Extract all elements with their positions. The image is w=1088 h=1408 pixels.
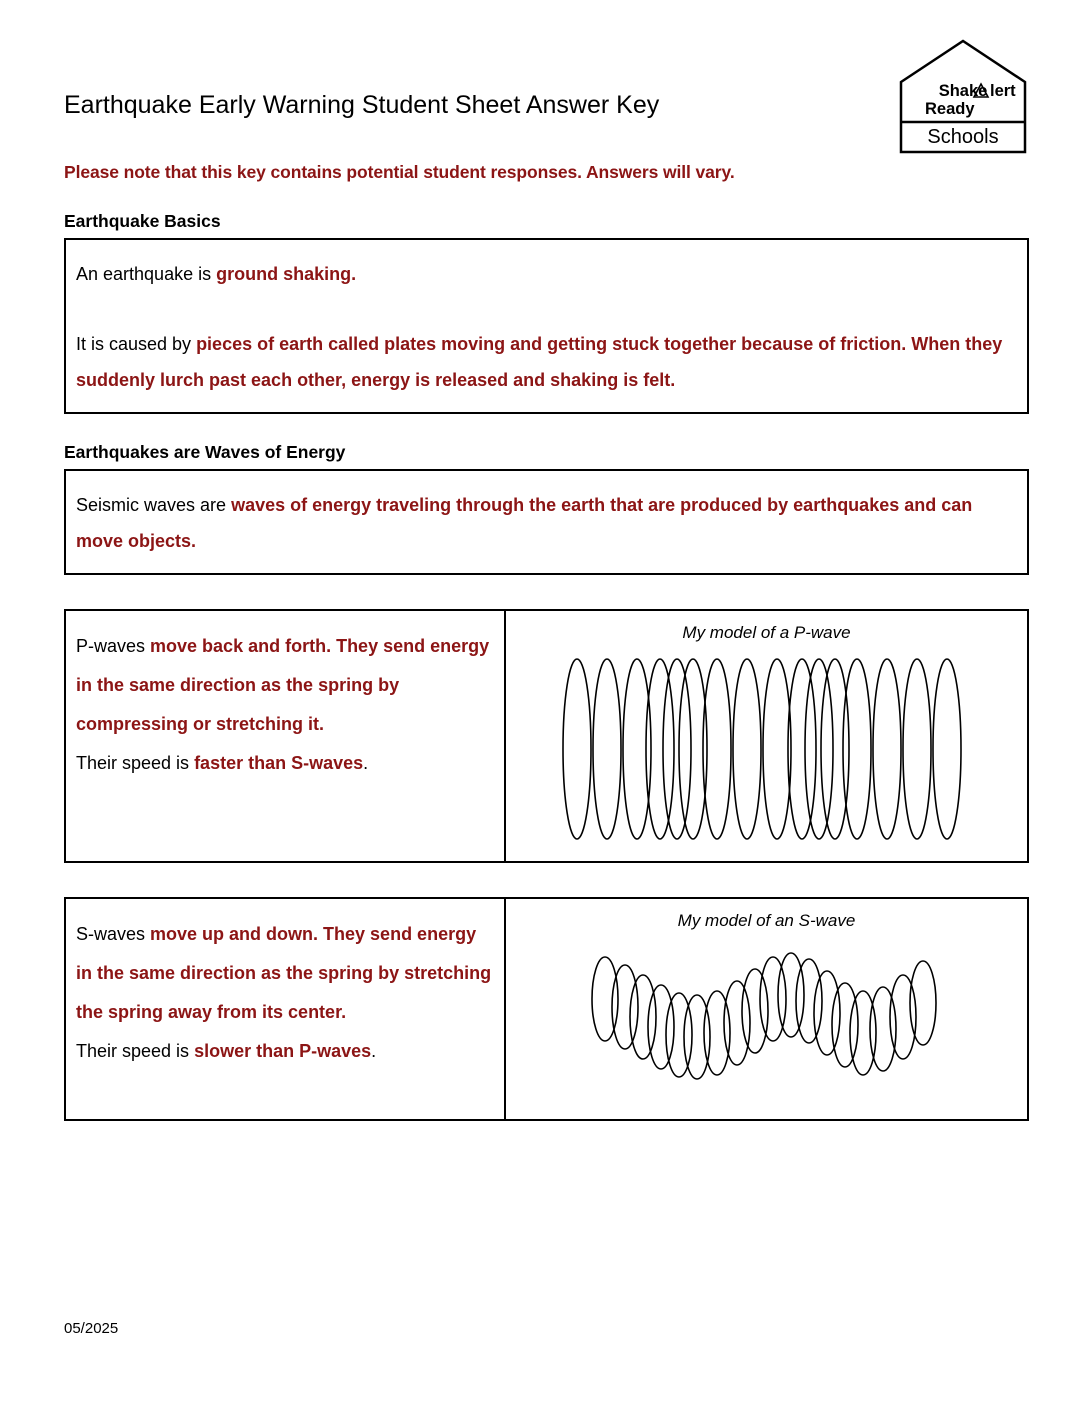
answer-line bbox=[76, 915, 492, 1032]
student-answer: faster than S-waves bbox=[194, 753, 364, 773]
p-wave-row bbox=[64, 609, 1029, 863]
document-header bbox=[64, 70, 1029, 160]
prompt-text: Seismic waves are bbox=[76, 495, 232, 515]
answer-line bbox=[76, 326, 1017, 398]
p-wave-answer-cell bbox=[66, 611, 506, 861]
student-answer: slower than P-waves bbox=[194, 1041, 372, 1061]
s-wave-figure-caption: My model of an S-wave bbox=[677, 911, 856, 930]
document-content bbox=[64, 70, 1029, 1121]
student-answer: ground shaking bbox=[216, 264, 352, 284]
page-title: Earthquake Early Warning Student Sheet Answer Key bbox=[64, 91, 660, 119]
svg-text:Shake: Shake bbox=[938, 82, 988, 100]
footer-date: 05/2025 bbox=[64, 1320, 119, 1337]
answer-key-note: Please note that this key contains potential student responses. Answers will vary. bbox=[64, 162, 735, 182]
student-answer: pieces of earth called plates moving and getting stuck together because of friction. When they suddenly lurch past each other, energy is released and shaking is felt. bbox=[76, 334, 1003, 390]
prompt-text: Their speed is bbox=[76, 1041, 195, 1061]
s-wave-answer-cell bbox=[66, 899, 506, 1119]
p-wave-figure-caption: My model of a P-wave bbox=[682, 623, 851, 642]
prompt-text: S-waves bbox=[76, 924, 151, 944]
section-heading-waves-of-energy: Earthquakes are Waves of Energy bbox=[64, 442, 346, 462]
svg-text:Ready: Ready bbox=[925, 100, 975, 118]
student-answer: move up and down. They send energy in the same direction as the spring by stretching the spring away from its center. bbox=[76, 924, 492, 1022]
prompt-text: An earthquake is bbox=[76, 264, 217, 284]
answer-tail: . bbox=[363, 753, 369, 773]
svg-text:lert: lert bbox=[990, 82, 1016, 100]
answer-tail: . bbox=[371, 1041, 377, 1061]
student-answer: move back and forth. They send energy in the same direction as the spring by compressing or stretching it. bbox=[76, 636, 490, 734]
answer-line bbox=[76, 627, 492, 744]
p-wave-figure-cell bbox=[506, 611, 1027, 861]
student-answer: waves of energy traveling through the earth that are produced by earthquakes and can move objects. bbox=[76, 495, 973, 551]
answer-tail: . bbox=[351, 264, 357, 284]
section-heading-earthquake-basics: Earthquake Basics bbox=[64, 211, 221, 231]
answer-line bbox=[76, 1032, 492, 1071]
answer-line bbox=[76, 487, 1017, 559]
prompt-text: P-waves bbox=[76, 636, 151, 656]
s-wave-figure-cell bbox=[506, 899, 1027, 1119]
s-wave-row bbox=[64, 897, 1029, 1121]
prompt-text: It is caused by bbox=[76, 334, 197, 354]
svg-text:Schools: Schools bbox=[927, 126, 999, 148]
answer-box-seismic-waves bbox=[64, 469, 1029, 575]
prompt-text: Their speed is bbox=[76, 753, 195, 773]
answer-box-earthquake-basics bbox=[64, 238, 1029, 414]
s-wave-spring-drawing bbox=[587, 937, 947, 1107]
p-wave-spring-drawing bbox=[557, 649, 977, 849]
answer-line bbox=[76, 744, 492, 783]
answer-line bbox=[76, 256, 1017, 292]
shakealert-ready-schools-logo bbox=[897, 38, 1029, 156]
